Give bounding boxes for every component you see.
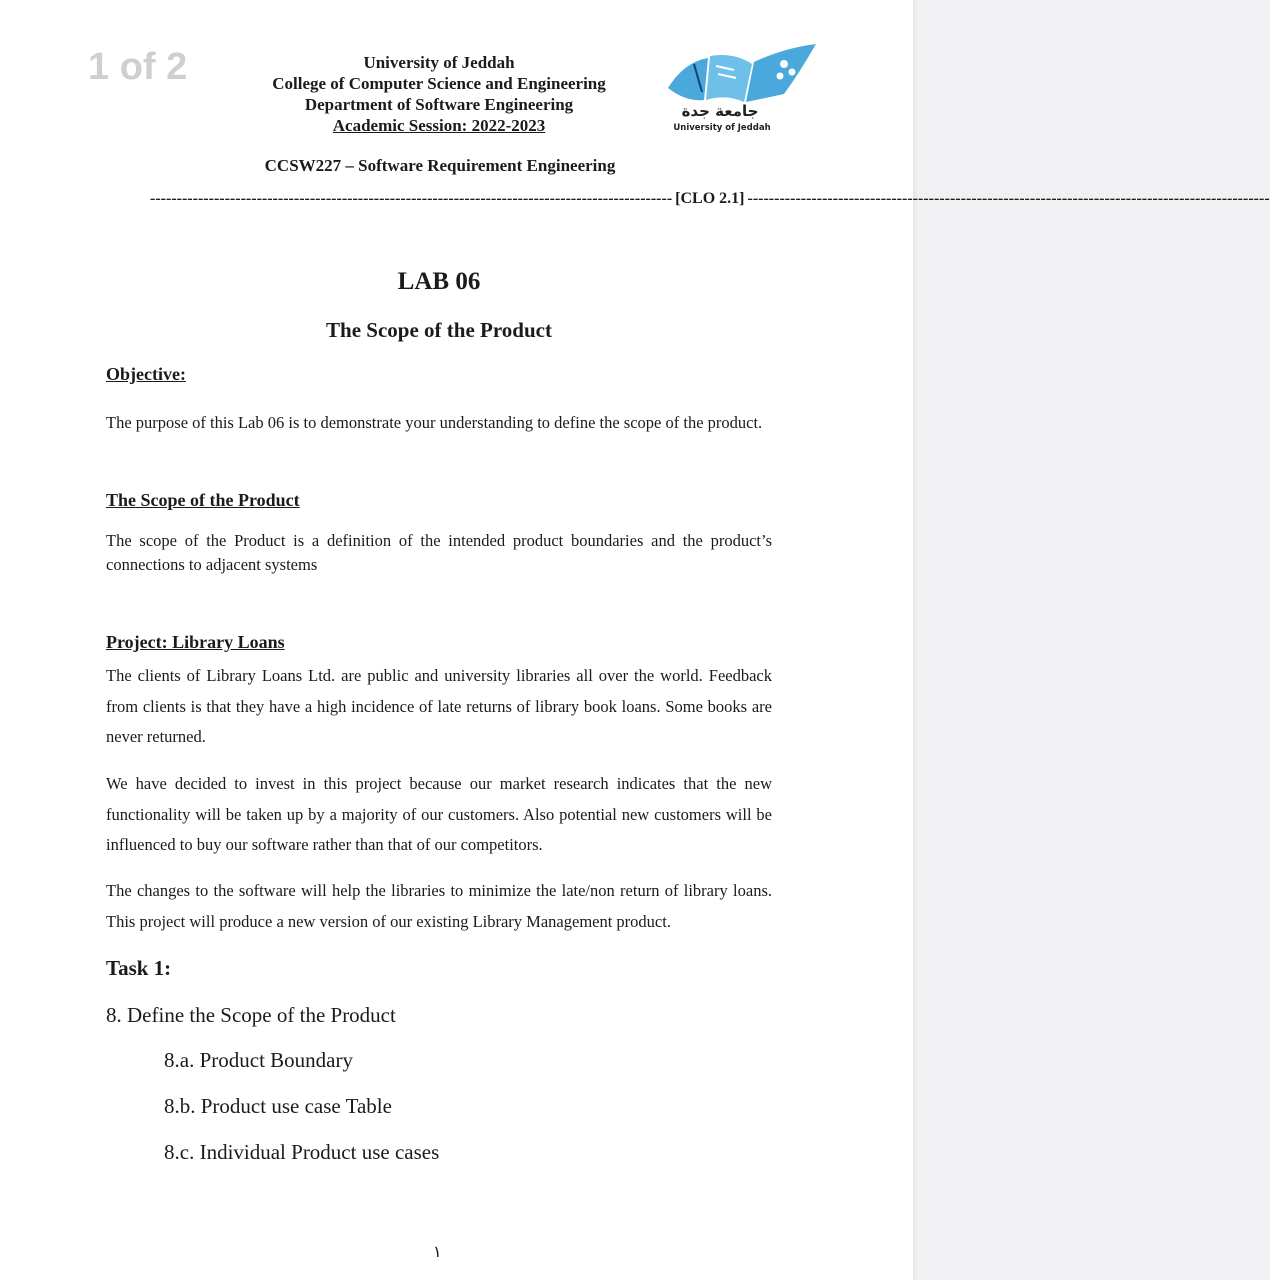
course-title: CCSW227 – Software Requirement Engineering	[264, 156, 616, 175]
objective-text: The purpose of this Lab 06 is to demonstrate your understanding to define the scope of the product.	[106, 413, 763, 432]
clo-label: [CLO 2.1]	[675, 190, 745, 207]
academic-session: Academic Session: 2022-2023	[332, 116, 546, 135]
university-logo	[664, 42, 820, 134]
task-sub-item: 8.b. Product use case Table	[164, 1094, 392, 1118]
divider-right: --------------------------------------------------------------------------------------------------	[747, 190, 1270, 207]
lab-subtitle: The Scope of the Product	[326, 318, 552, 342]
logo-arabic-name: جامعة جدة	[681, 102, 759, 120]
task-main-item: 8. Define the Scope of the Product	[106, 1003, 396, 1027]
university-name: University of Jeddah	[363, 53, 515, 72]
college-name: College of Computer Science and Engineering	[272, 74, 606, 93]
project-paragraph-3: The changes to the software will help the libraries to minimize the late/non return of library loans. This project will produce a new version of our existing Library Management product.	[106, 881, 772, 931]
project-paragraph-1: The clients of Library Loans Ltd. are public and university libraries all over the world. Feedback from clients is that they have a high incidence of late returns of library book loans. Some books are never returned.	[106, 666, 772, 746]
clo-divider	[150, 187, 1270, 211]
page-number-footer: ١	[433, 1244, 442, 1261]
logo-english-name: University of Jeddah	[673, 123, 771, 133]
project-heading: Project: Library Loans	[106, 632, 285, 652]
lab-title: LAB 06	[397, 268, 481, 295]
objective-heading: Objective:	[106, 364, 186, 384]
scope-heading: The Scope of the Product	[106, 490, 300, 510]
task-sub-item: 8.a. Product Boundary	[164, 1048, 353, 1072]
university-logo-icon	[664, 42, 820, 134]
scope-text: The scope of the Product is a definition of the intended product boundaries and the product’s connections to adjacent systems	[106, 531, 772, 574]
document-header	[230, 52, 648, 136]
task-sub-item: 8.c. Individual Product use cases	[164, 1140, 440, 1164]
project-paragraph-2: We have decided to invest in this project because our market research indicates that the new functionality will be taken up by a majority of our customers. Also potential new customers will be influenced to buy our software rather than that of our competitors.	[106, 774, 772, 854]
task-title: Task 1:	[106, 956, 172, 980]
page-counter: 1 of 2	[88, 46, 188, 88]
divider-left: --------------------------------------------------------------------------------------------------	[150, 190, 673, 207]
department-name: Department of Software Engineering	[304, 95, 574, 114]
